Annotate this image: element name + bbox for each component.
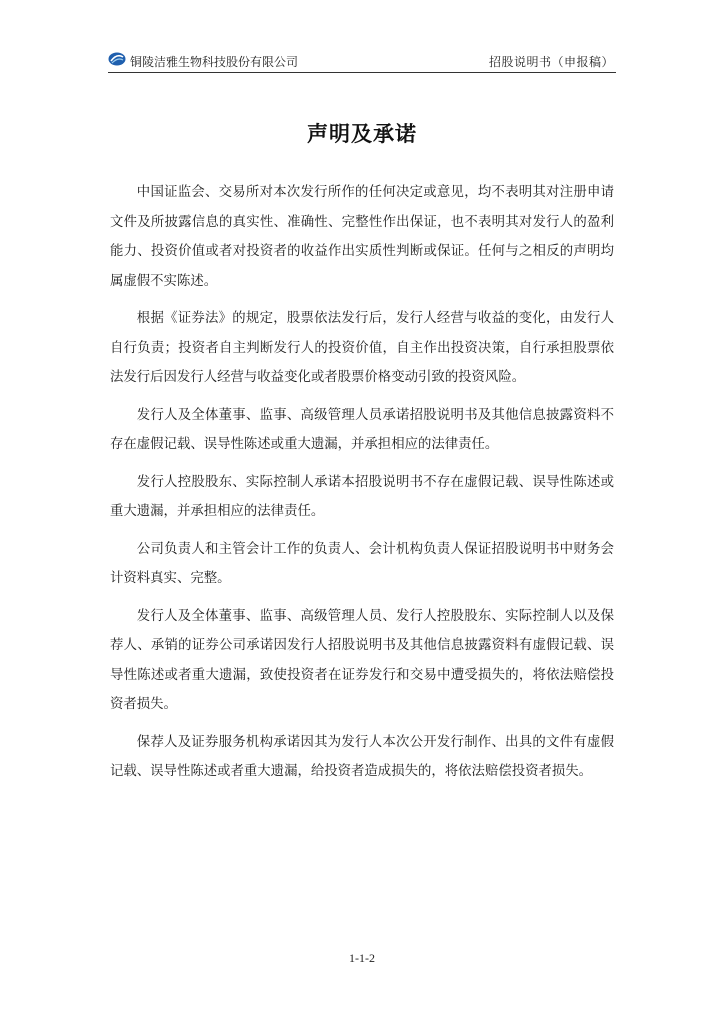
company-name: 铜陵洁雅生物科技股份有限公司: [130, 55, 299, 69]
paragraph: 发行人及全体董事、监事、高级管理人员、发行人控股股东、实际控制人以及保荐人、承销的证券公司承诺因发行人招股说明书及其他信息披露资料有虚假记载、误导性陈述或者重大遗漏，致使投资者在证券发行和交易中遭受损失的，将依法赔偿投资者损失。: [110, 608, 614, 712]
page-header: [108, 50, 616, 73]
paragraph: 根据《证券法》的规定，股票依法发行后，发行人经营与收益的变化，由发行人自行负责；投资者自主判断发行人的投资价值，自主作出投资决策，自行承担股票依法发行后因发行人经营与收益变化或者股票价格变动引致的投资风险。: [110, 311, 614, 385]
company-logo-icon: [108, 52, 126, 66]
document-type: 招股说明书（申报稿）: [488, 55, 614, 69]
paragraph: 发行人控股股东、实际控制人承诺本招股说明书不存在虚假记载、误导性陈述或重大遗漏，并承担相应的法律责任。: [110, 474, 614, 519]
page-number: 1-1-2: [349, 951, 375, 965]
statement-body: [110, 178, 614, 795]
paragraph: 保荐人及证券服务机构承诺因其为发行人本次公开发行制作、出具的文件有虚假记载、误导性陈述或者重大遗漏，给投资者造成损失的，将依法赔偿投资者损失。: [110, 734, 614, 779]
paragraph: 中国证监会、交易所对本次发行所作的任何决定或意见，均不表明其对注册申请文件及所披露信息的真实性、准确性、完整性作出保证，也不表明其对发行人的盈利能力、投资价值或者对投资者的收益作出实质性判断或保证。任何与之相反的声明均属虚假不实陈述。: [110, 185, 614, 289]
page-title: 声明及承诺: [307, 122, 417, 146]
paragraph: 公司负责人和主管会计工作的负责人、会计机构负责人保证招股说明书中财务会计资料真实、完整。: [110, 541, 614, 586]
paragraph: 发行人及全体董事、监事、高级管理人员承诺招股说明书及其他信息披露资料不存在虚假记载、误导性陈述或重大遗漏，并承担相应的法律责任。: [110, 407, 614, 452]
